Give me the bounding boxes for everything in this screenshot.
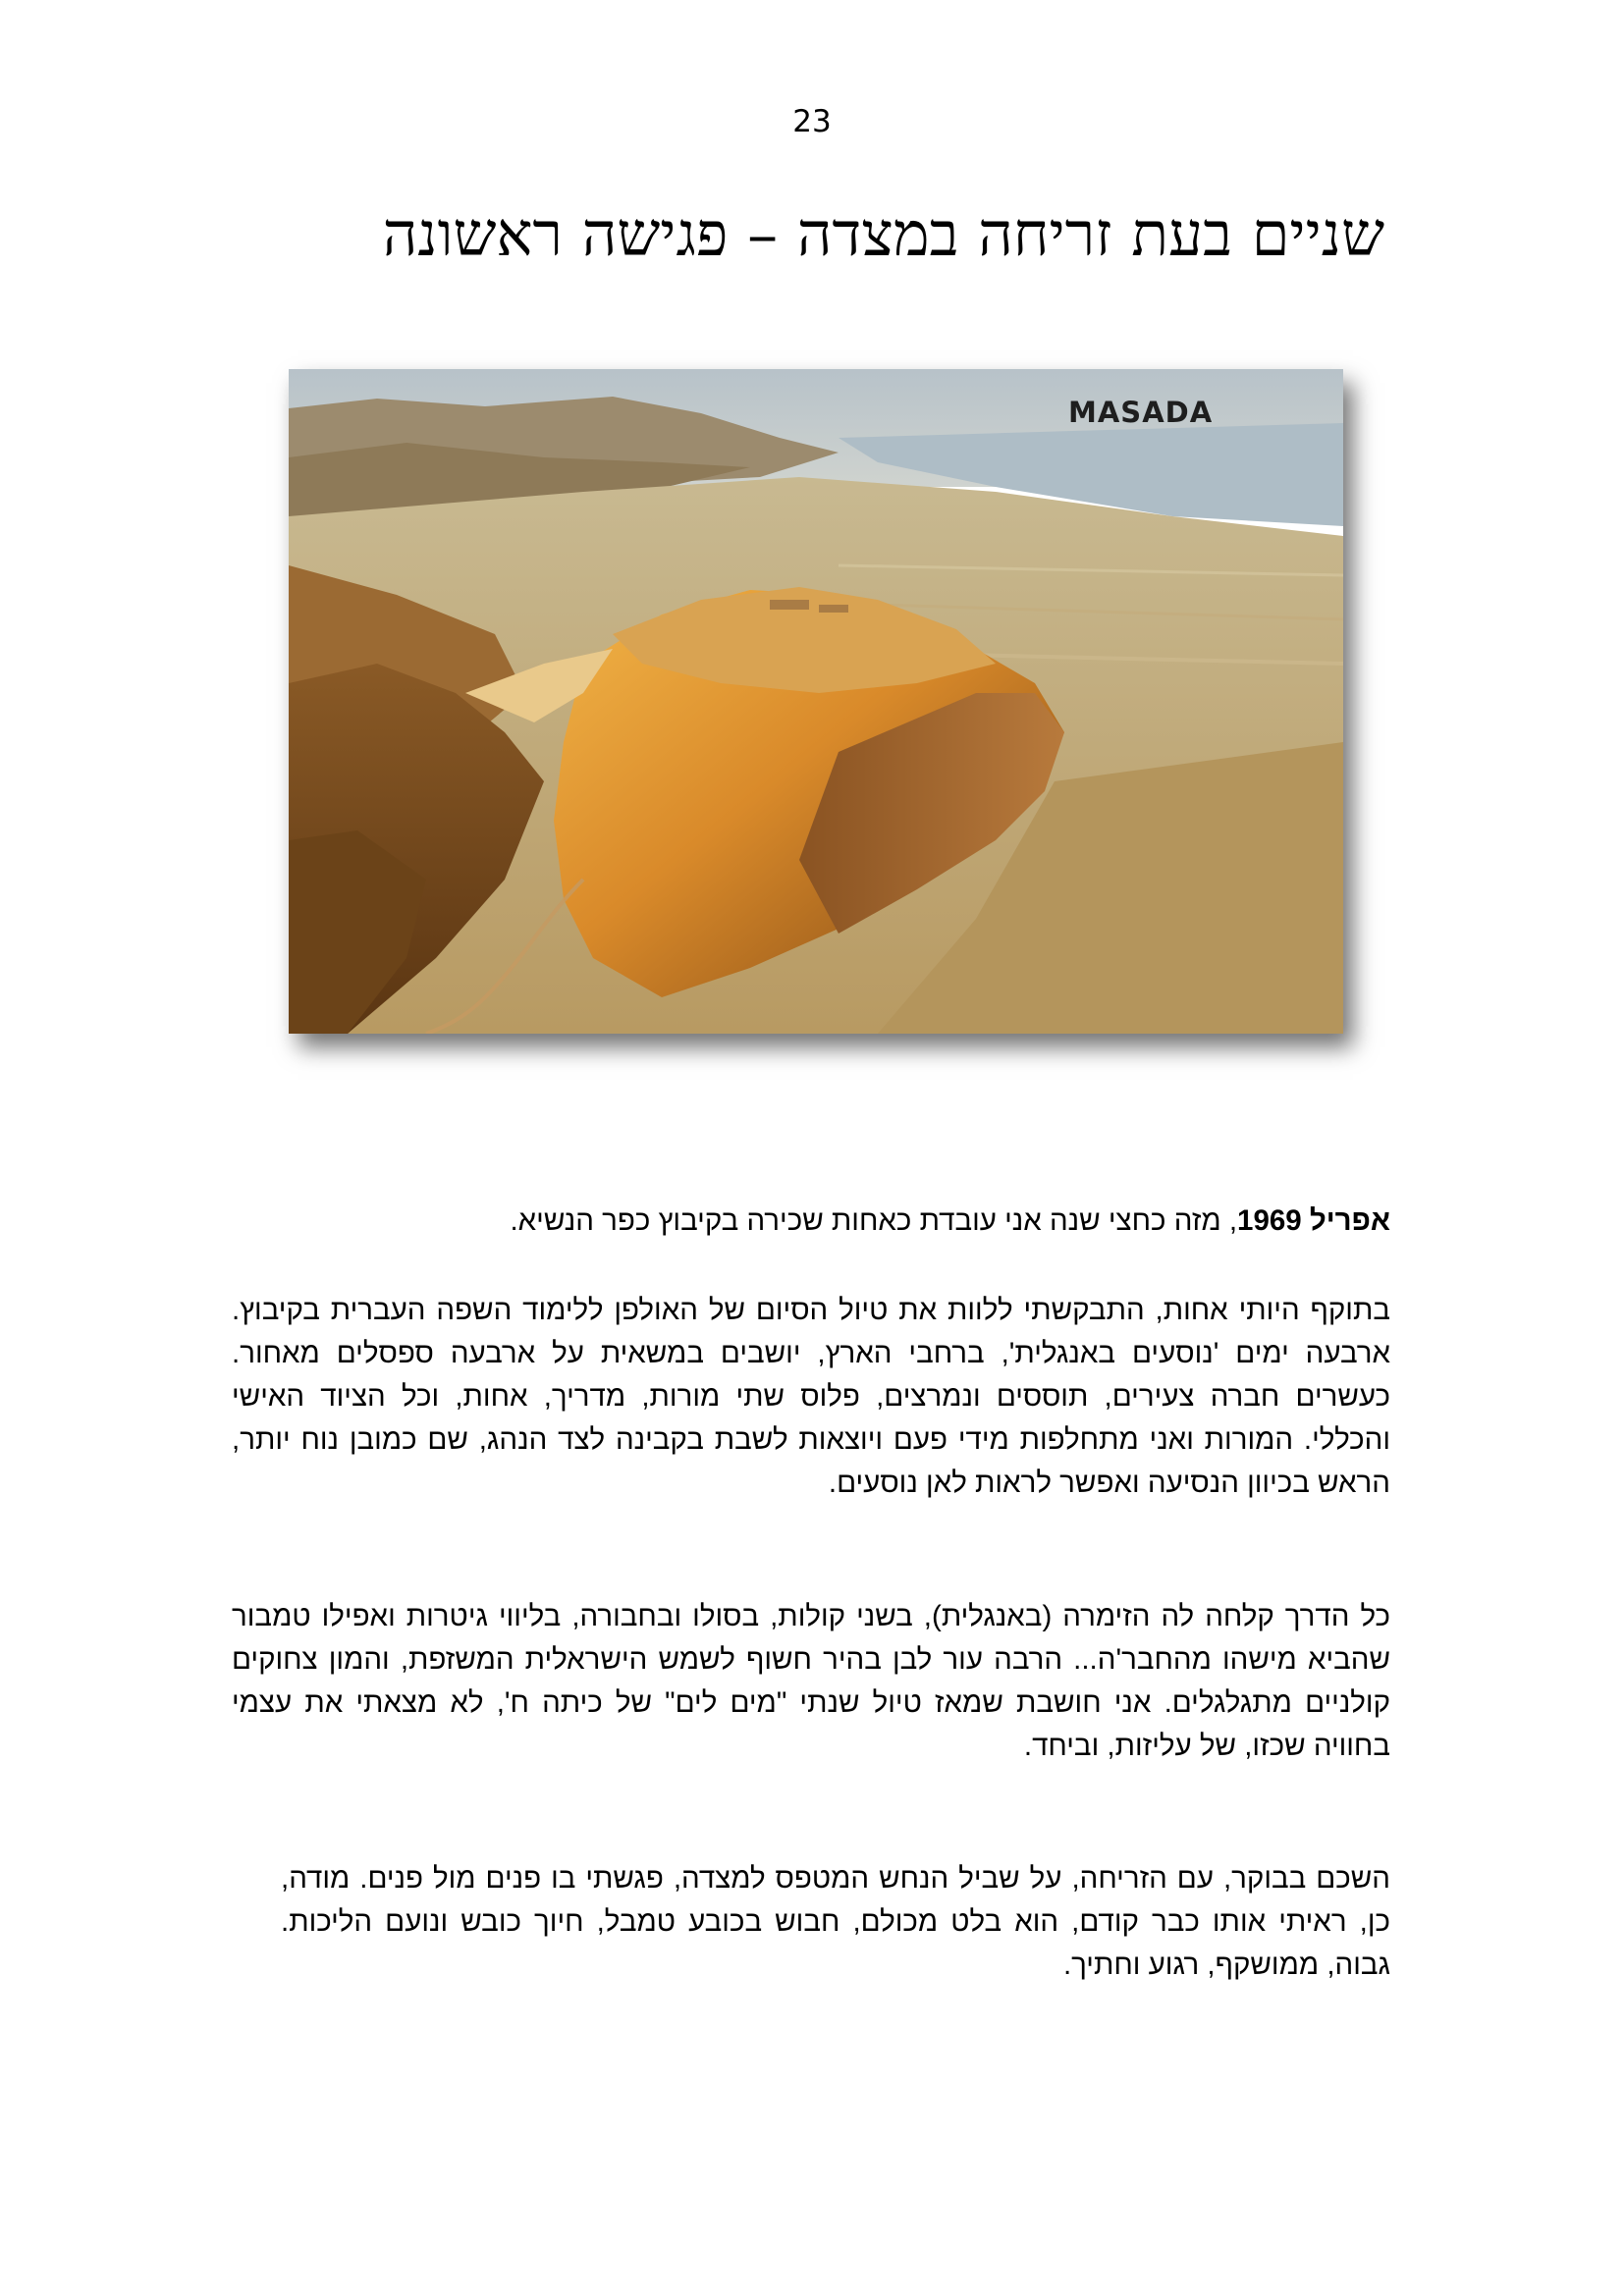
- masada-caption: MASADA: [1068, 396, 1214, 429]
- paragraph-3-text: כל הדרך קלחה לה הזימרה (באנגלית), בשני קולות, בסולו ובחבורה, בליווי גיטרות ואפילו טמבור שהביא מישהו מהחבר'ה... הרבה עור לבן בהיר חשוף לשמש הישראלית המשזפת, והמון צחוקים קולניים מתגלגלים. אני חושבת שמאז טיול שנתי "מים לים" של כיתה ח', לא מצאתי את עצמי בחוויה שכזו, של עליזות, וביחד.: [232, 1600, 1390, 1762]
- page-title: שניים בעת זריחה במצדה – פגישה ראשונה: [382, 198, 1384, 270]
- paragraph-3: [232, 1595, 1390, 1768]
- paragraph-2: [232, 1289, 1390, 1505]
- paragraph-1-text: , מזה כחצי שנה אני עובדת כאחות שכירה בקיבוץ כפר הנשיא.: [510, 1204, 1238, 1237]
- paragraph-4: [281, 1857, 1390, 1987]
- masada-landscape-illustration: [289, 369, 1343, 1034]
- masada-photo: [289, 369, 1343, 1034]
- paragraph-1: [251, 1200, 1390, 1243]
- date-label: אפריל 1969: [1237, 1204, 1390, 1237]
- paragraph-2-text: בתוקף היותי אחות, התבקשתי ללוות את טיול הסיום של האולפן ללימוד השפה העברית בקיבוץ. ארבעה ימים 'נוסעים באנגלית', ברחבי הארץ, יושבים במשאית על ארבעה ספסלים מאחור. כעשרים חברה צעירים, תוססים ונמרצים, פלוס שתי מורות, מדריך, אחות, וכל הציוד האישי והכללי. המורות ואני מתחלפות מידי פעם ויוצאות לשבת בקבינה לצד הנהג, שם כמובן נוח יותר, הראש בכיוון הנסיעה ואפשר לראות לאן נוסעים.: [232, 1294, 1390, 1499]
- page-number: 23: [792, 104, 832, 139]
- paragraph-4-text: השכם בבוקר, עם הזריחה, על שביל הנחש המטפס למצדה, פגשתי בו פנים מול פנים. מודה, כן, ראיתי אותו כבר קודם, הוא בלט מכולם, חבוש בכובע טמבל, חיוך כובש ונועם הליכות. גבוה, ממושקף, רגוע וחתיך.: [281, 1862, 1390, 1981]
